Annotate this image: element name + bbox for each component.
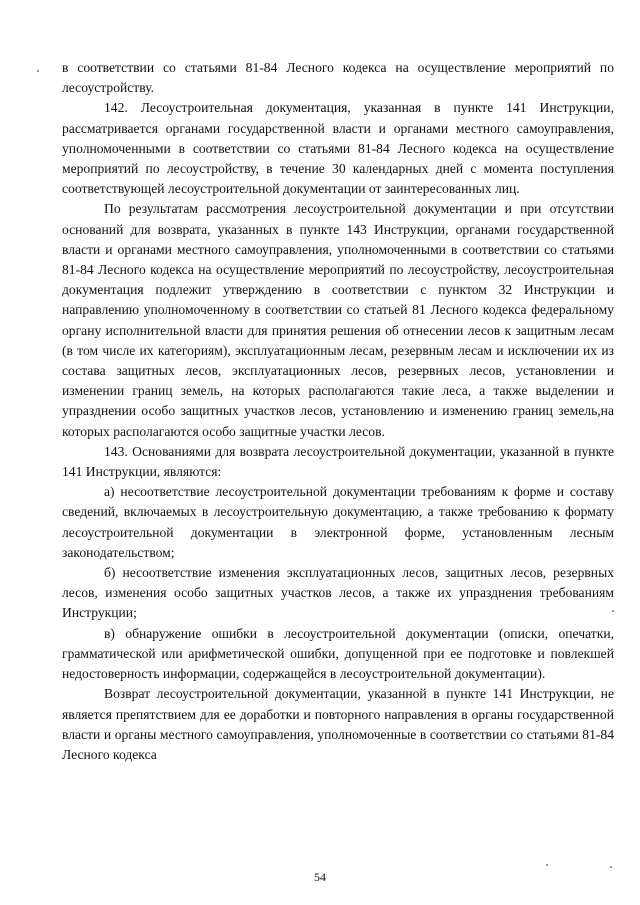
document-body xyxy=(62,58,614,765)
paragraph-item-v: в) обнаружение ошибки в лесоустроительной документации (описки, опечатки, грамматической или арифметической ошибки, допущенной при ее подготовке и повлекшей недостоверность информации, содержащейся в лесоустроительной документации). xyxy=(62,625,614,682)
scan-speck xyxy=(610,866,612,868)
scan-speck xyxy=(37,70,39,72)
paragraph-item-a: а) несоответствие лесоустроительной документации требованиям к форме и составу сведений, включаемых в лесоустроительную документацию, а также требованию к формату лесоустроительной документации в электронной форме, установленным лесным законодательством; xyxy=(62,484,614,560)
paragraph-143: 143. Основаниями для возврата лесоустроительной документации, указанной в пункте 141 Инструкции, являются: xyxy=(62,443,614,480)
page-number: 54 xyxy=(314,870,326,884)
paragraph-review-results: По результатам рассмотрения лесоустроительной документации и при отсутствии оснований для возврата, указанных в пункте 143 Инструкции, органами государственной власти и органами местного самоуправления, уполномоченными в соответствии со статьями 81-84 Лесного кодекса на осуществление мероприятий по лесоустройству, лесоустроительная документация подлежит утверждению в соответствии с пунктом 32 Инструкции и направлению уполномоченному в соответствии со статьей 81 Лесного кодекса федеральному органу исполнительной власти для принятия решения об отнесении лесов к защитным лесам (в том числе их категориям), эксплуатационным лесам, резервным лесам и исключении их из состава защитных лесов, эксплуатационных лесов, резервных лесов, установлении и изменении границ земель, на которых располагаются такие леса, а также выделении и упразднении особо защитных участков лесов, установлению и изменению границ земель,на которых располагаются особо защитные участки лесов. xyxy=(62,201,614,439)
scan-speck xyxy=(612,610,614,612)
paragraph-return-note: Возврат лесоустроительной документации, указанной в пункте 141 Инструкции, не является препятствием для ее доработки и повторного направления в органы государственной власти и органы местного самоуправления, уполномоченные в соответствии со статьями 81-84 Лесного кодекса xyxy=(62,686,614,762)
paragraph-continuation: в соответствии со статьями 81-84 Лесного кодекса на осуществление мероприятий по лесоустройству. xyxy=(62,60,614,96)
paragraph-item-b: б) несоответствие изменения эксплуатационных лесов, защитных лесов, резервных лесов, изменения особо защитных участков лесов, а также их упразднения требованиям Инструкции; xyxy=(62,565,614,621)
paragraph-142: 142. Лесоустроительная документация, указанная в пункте 141 Инструкции, рассматривается органами государственной власти и органами местного самоуправления, уполномоченными в соответствии со статьями 81-84 Лесного кодекса на осуществление мероприятий по лесоустройству, в течение 30 календарных дней с момента поступления соответствующей лесоустроительной документации от заинтересованных лиц. xyxy=(62,100,614,197)
scan-speck xyxy=(546,864,548,866)
